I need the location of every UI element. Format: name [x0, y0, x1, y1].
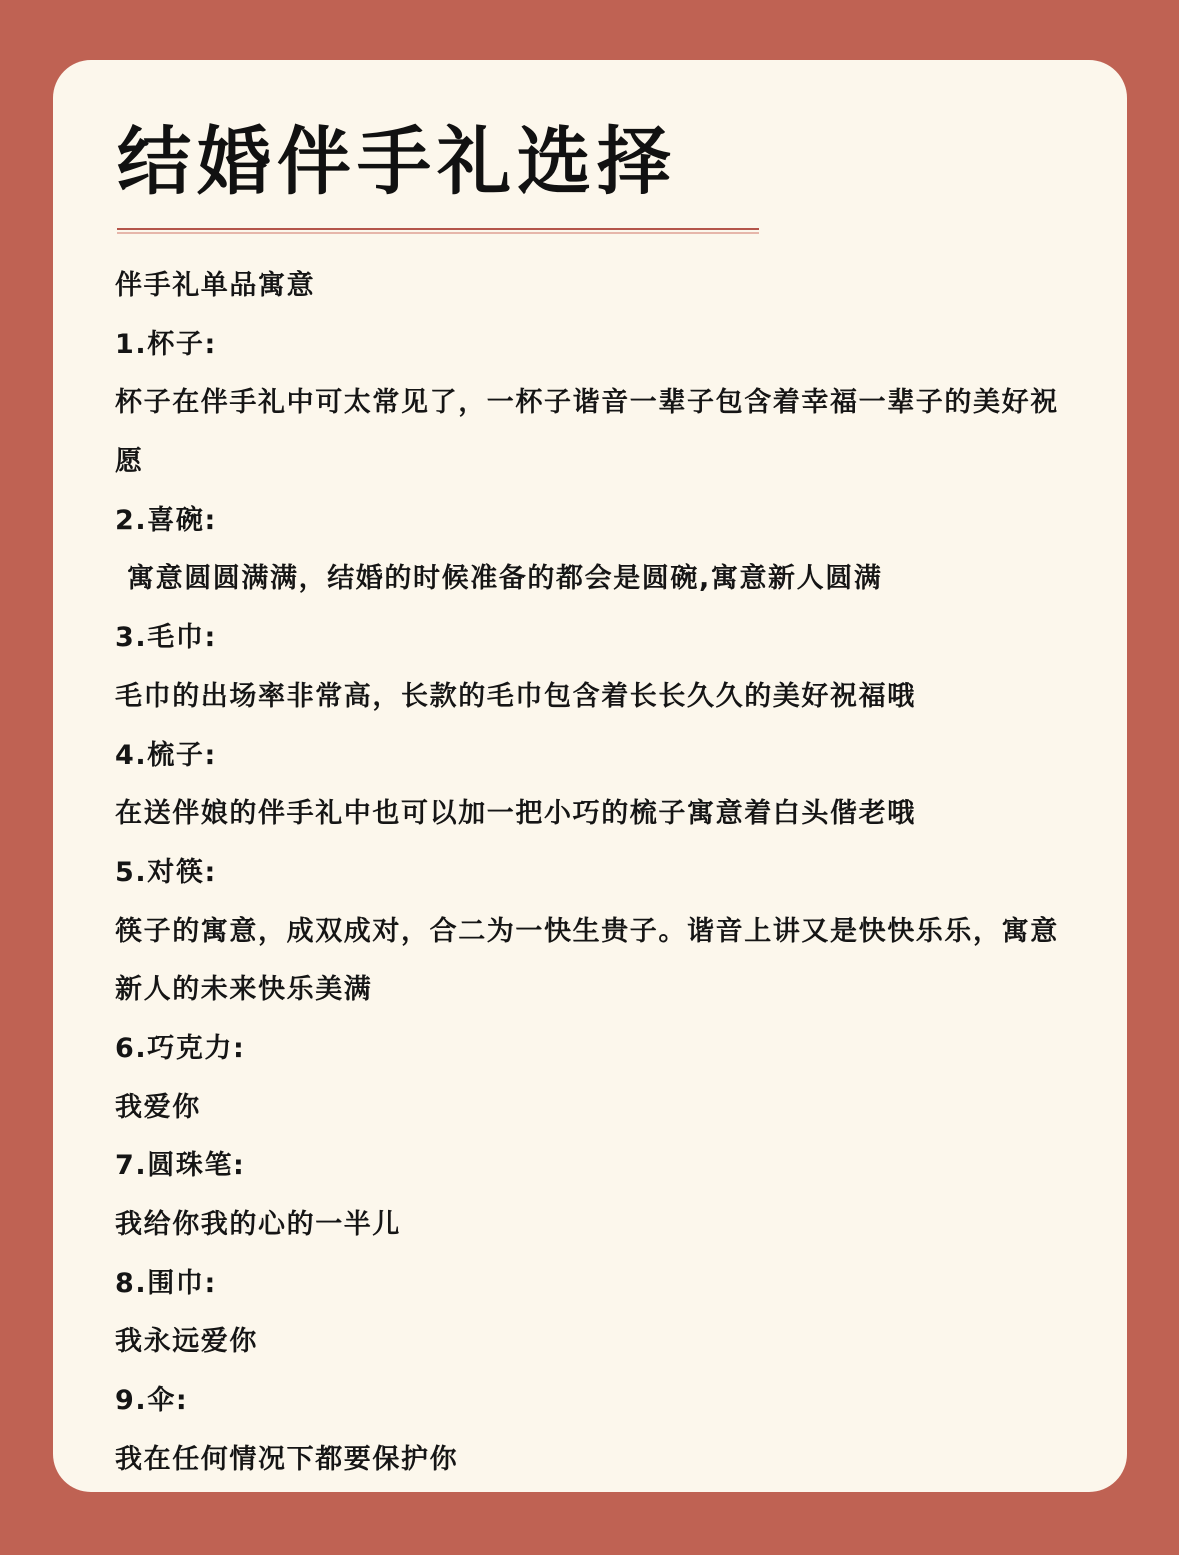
gift-list: [115, 257, 1075, 1490]
item-body-umbrella: 我在任何情况下都要保护你: [115, 1443, 459, 1475]
item-body-scarf: 我永远爱你: [115, 1326, 258, 1358]
item-body-chopsticks: 筷子的寓意，成双成对，合二为一快生贵子。谐音上讲又是快快乐乐，寓意新人的未来快乐美满: [115, 915, 1059, 1006]
page-title: 结婚伴手礼选择: [117, 119, 677, 205]
title-divider: [117, 228, 759, 234]
item-heading-chopsticks: 5.对筷:: [115, 856, 217, 888]
item-heading-scarf: 8.围巾:: [115, 1267, 217, 1299]
item-body-towel: 毛巾的出场率非常高，长款的毛巾包含着长长久久的美好祝福哦: [115, 680, 916, 712]
item-heading-towel: 3.毛巾:: [115, 622, 217, 654]
item-heading-pen: 7.圆珠笔:: [115, 1150, 246, 1182]
item-body-cup: 杯子在伴手礼中可太常见了，一杯子谐音一辈子包含着幸福一辈子的美好祝愿: [115, 387, 1059, 478]
item-body-pen: 我给你我的心的一半儿: [115, 1209, 401, 1241]
section-subtitle: 伴手礼单品寓意: [115, 270, 316, 301]
content-card: [53, 60, 1127, 1492]
item-heading-bowl: 2.喜碗:: [115, 504, 217, 536]
item-heading-comb: 4.梳子:: [115, 739, 217, 771]
item-body-chocolate: 我爱你: [115, 1091, 201, 1123]
item-body-comb: 在送伴娘的伴手礼中也可以加一把小巧的梳子寓意着白头偕老哦: [115, 798, 916, 830]
item-heading-chocolate: 6.巧克力:: [115, 1033, 246, 1064]
item-heading-umbrella: 9.伞:: [115, 1385, 189, 1417]
item-heading-cup: 1.杯子:: [115, 328, 217, 360]
item-body-bowl: 寓意圆圆满满，结婚的时候准备的都会是圆碗,寓意新人圆满: [127, 563, 883, 595]
